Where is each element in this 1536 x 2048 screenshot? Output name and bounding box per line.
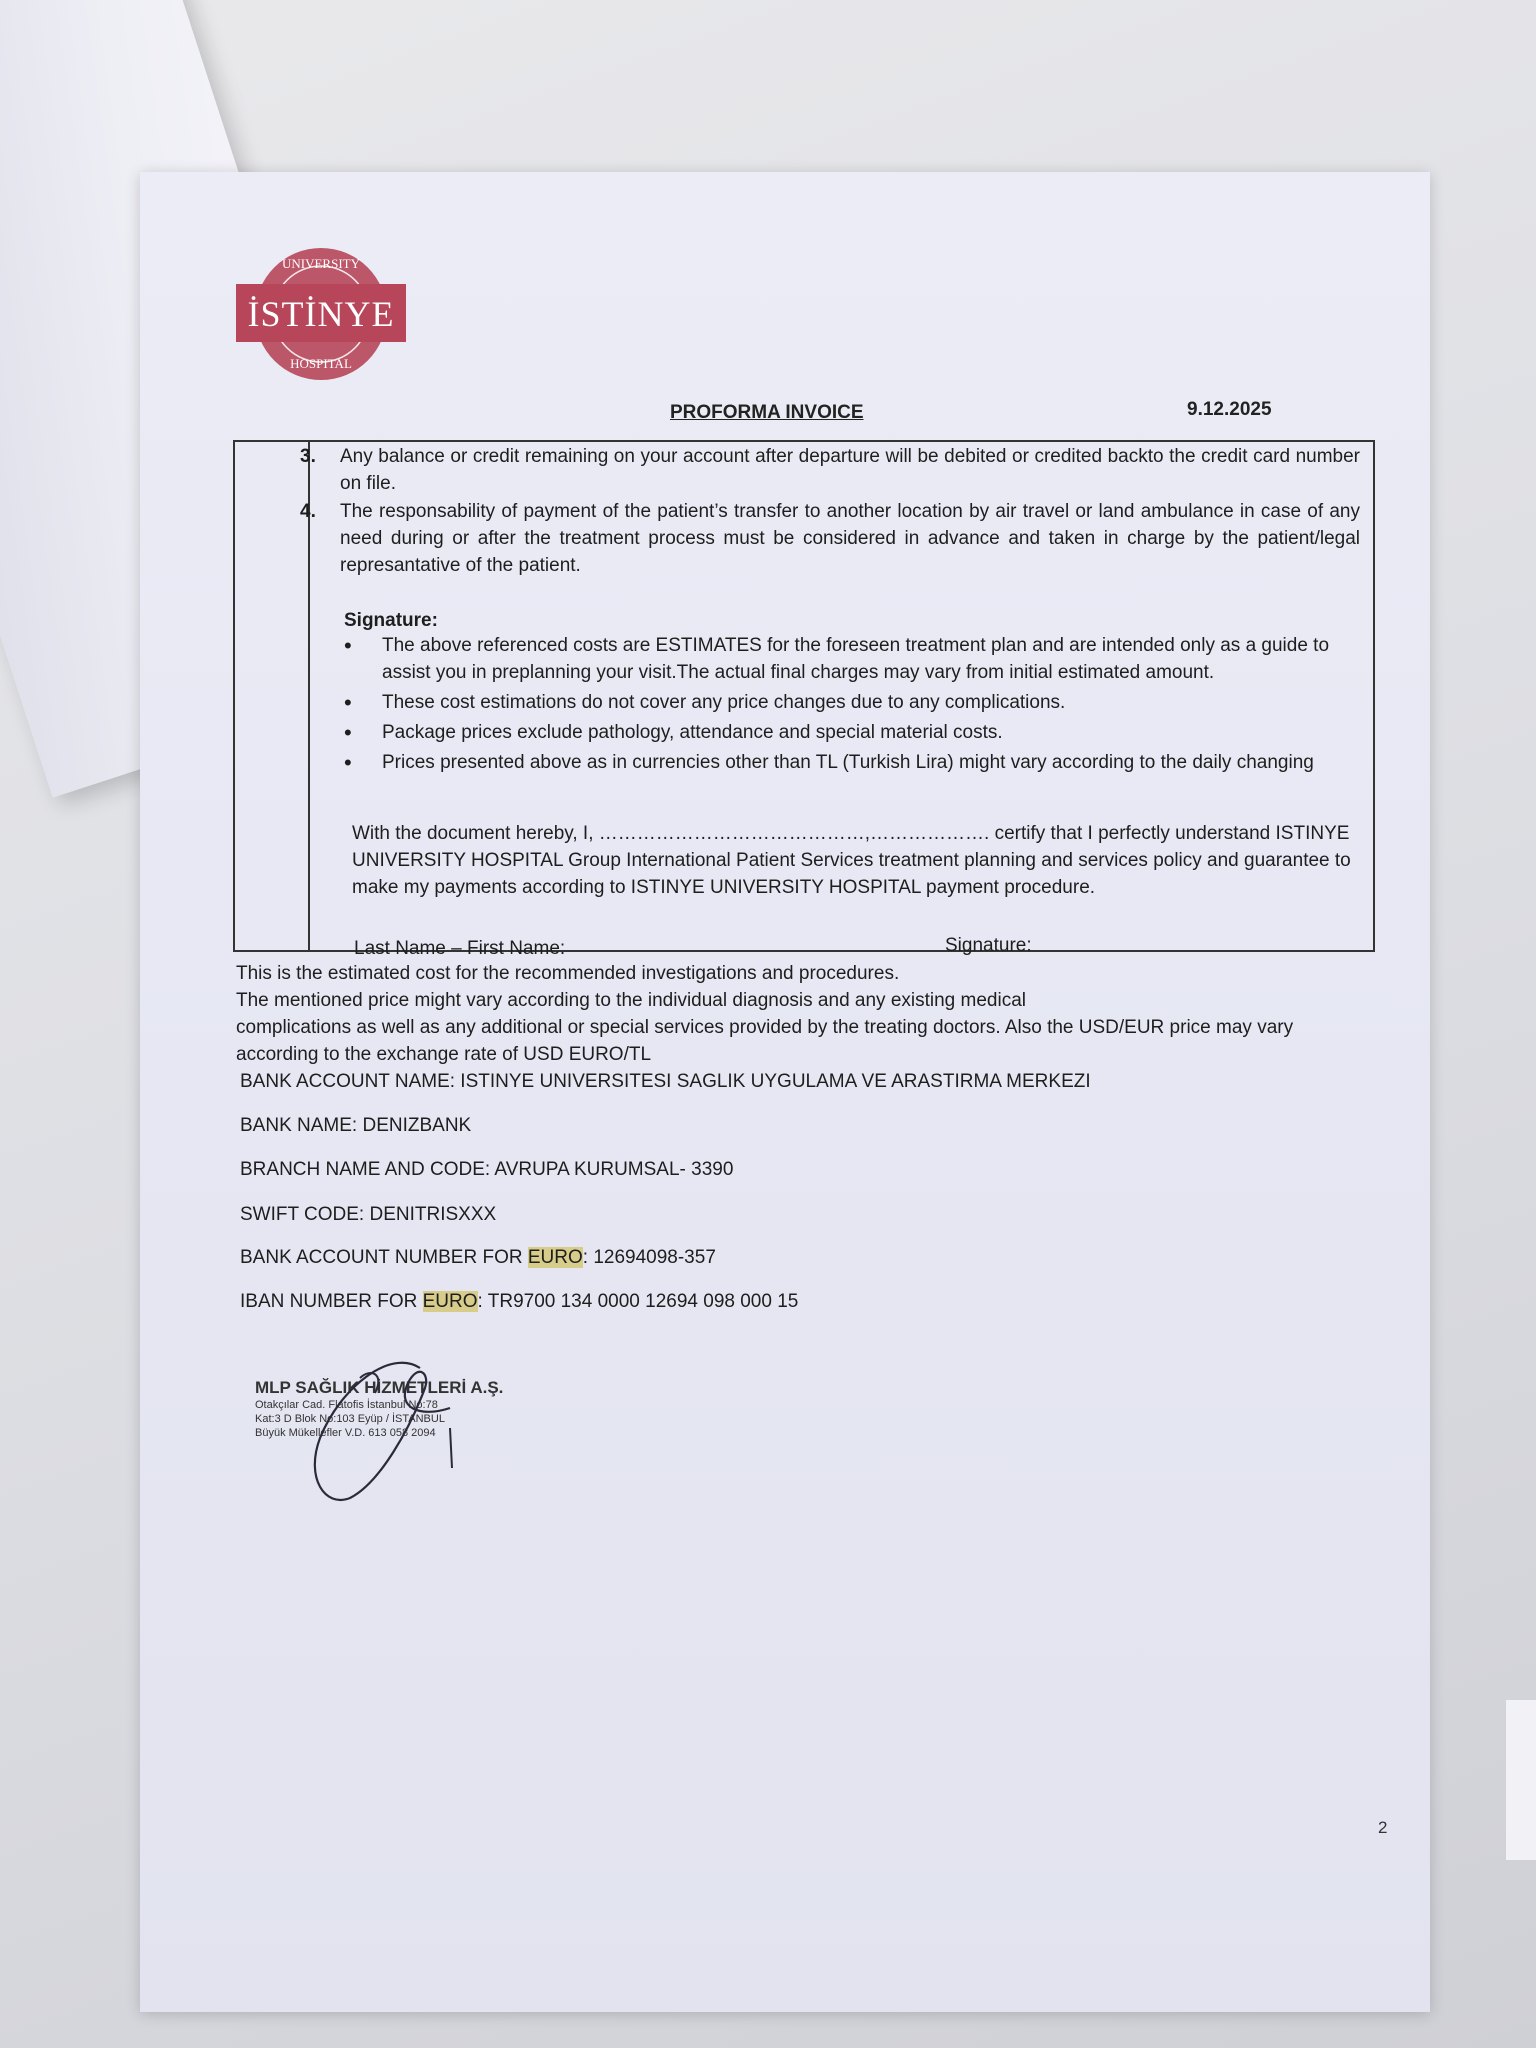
bank-account-number [240,1244,716,1271]
swift-code: SWIFT CODE: DENITRISXXX [240,1204,497,1225]
note-line: according to the exchange rate of USD EURO/TL [236,1044,652,1065]
note-line: The mentioned price might vary according to the individual diagnosis and any existing medical [236,990,1026,1011]
list-item-number: 4. [300,501,316,522]
bullet-item: • These cost estimations do not cover any price changes due to any complications. [342,689,1364,716]
handwritten-signature [300,1348,470,1508]
iban-prefix: IBAN NUMBER FOR [240,1291,423,1312]
list-item-number: 3. [300,446,316,467]
istinye-logo [236,244,406,384]
account-number-value: : 12694098-357 [582,1247,716,1268]
signature-heading: Signature: [344,610,438,631]
logo-top-text: UNIVERSITY [282,256,360,271]
logo-wordmark: İSTİNYE [247,294,395,334]
logo-bottom-text: HOSPITAL [290,356,352,371]
branch-name-code: BRANCH NAME AND CODE: AVRUPA KURUMSAL- 3390 [240,1159,734,1180]
last-name-label: Last Name – First Name: [354,938,566,959]
signature-label: Signature: [945,935,1032,956]
stamp-tax-line: Büyük Mükellefler V.D. 613 058 2094 [255,1427,436,1439]
bullet-item: • Package prices exclude pathology, attendance and special material costs. [342,719,1364,746]
account-number-prefix: BANK ACCOUNT NUMBER FOR [240,1247,528,1268]
stamp-address-line: Otakçılar Cad. Flatofis İstanbul No:78 [255,1399,438,1411]
adjacent-paper-edge [1506,1700,1536,1860]
bullet-item: • The above referenced costs are ESTIMATES for the foreseen treatment plan and are intended only as a guide to assist you in preplanning your visit.The actual final charges may vary from initial estimated amount. [342,632,1364,686]
list-item-text: Any balance or credit remaining on your account after departure will be debited or credited backto the credit card number on file. [340,446,1360,494]
list-item-4 [300,498,1360,580]
bank-name: BANK NAME: DENIZBANK [240,1115,472,1136]
page-number: 2 [1378,1818,1388,1837]
note-line: complications as well as any additional or special services provided by the treating doctors. Also the USD/EUR price may vary [236,1017,1294,1038]
iban-value: : TR9700 134 0000 12694 098 000 15 [477,1291,799,1312]
certification-statement: With the document hereby, I, ……………………………………,………………. certify that I perfectly understand ISTINYE UNIVERSITY HOSPITAL Group International Patient Services treatment planning and services policy and guarantee to make my payments according to ISTINYE UNIVERSITY HOSPITAL payment procedure. [352,823,1351,898]
list-item-text: The responsability of payment of the patient’s transfer to another location by air travel or land ambulance in case of any need during or after the treatment process must be considered in advance and taken in charge by the patient/legal represantative of the patient. [340,501,1360,576]
stamp-company-name: MLP SAĞLIK HİZMETLERİ A.Ş. [255,1378,504,1397]
estimate-notes [236,960,1366,1068]
iban-number [240,1288,798,1315]
signature-bullet-list [342,632,1364,779]
list-item-3 [300,443,1360,497]
stamp-address-line: Kat:3 D Blok No:103 Eyüp / İSTANBUL [255,1413,445,1425]
highlighted-currency: EURO [422,1291,478,1312]
document-title: PROFORMA INVOICE [670,402,864,423]
note-line: This is the estimated cost for the recommended investigations and procedures. [236,963,900,984]
document-date: 9.12.2025 [1187,399,1272,420]
highlighted-currency: EURO [527,1247,583,1268]
bullet-item: • Prices presented above as in currencies other than TL (Turkish Lira) might vary according to the daily changing [342,749,1364,776]
bank-account-name: BANK ACCOUNT NAME: ISTINYE UNIVERSITESI SAGLIK UYGULAMA VE ARASTIRMA MERKEZI [240,1071,1091,1092]
